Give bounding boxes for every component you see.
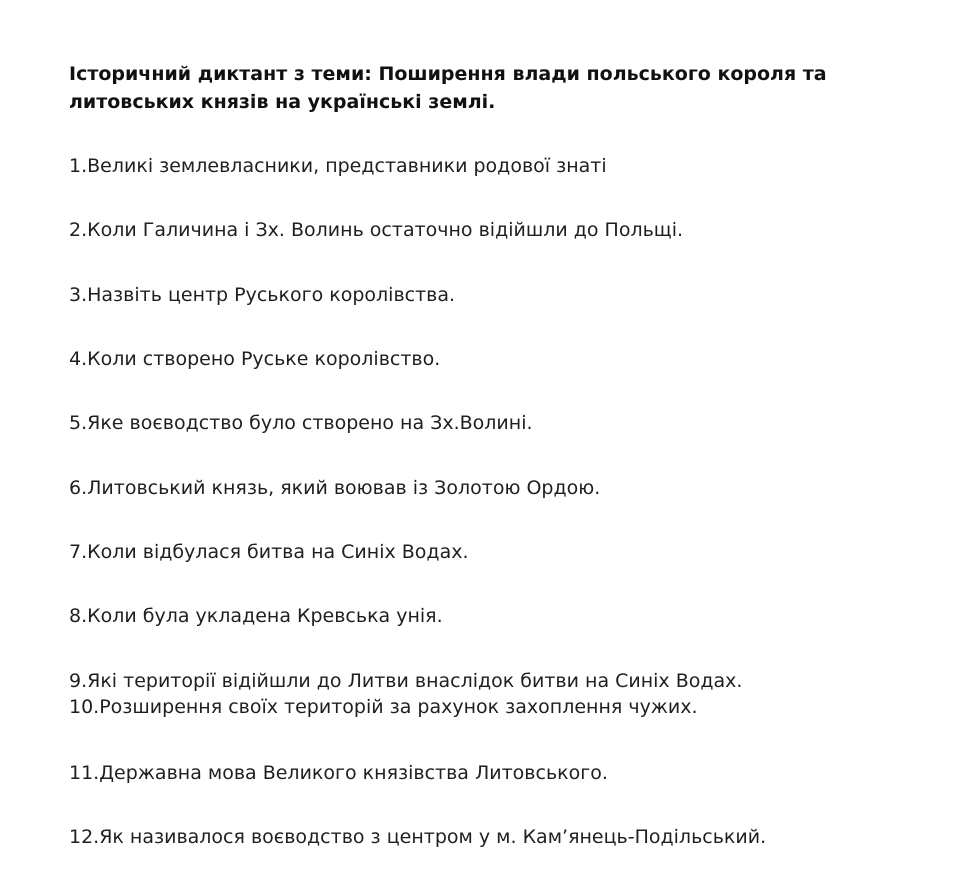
question-5: 5.Яке воєводство було створено на Зх.Волині.: [69, 412, 533, 434]
question-2: 2.Коли Галичина і Зх. Волинь остаточно відійшли до Польщі.: [69, 219, 684, 241]
question-8: 8.Коли була укладена Кревська унія.: [69, 605, 443, 627]
question-10: 10.Розширення своїх територій за рахунок захоплення чужих.: [69, 696, 698, 718]
question-6: 6.Литовський князь, який воював із Золотою Ордою.: [69, 477, 601, 499]
question-11: 11.Державна мова Великого князівства Литовського.: [69, 762, 608, 784]
question-7: 7.Коли відбулася битва на Синіх Водах.: [69, 541, 469, 563]
document-title: Історичний диктант з теми: Поширення влади польського короля та литовських князів на українські землі.: [69, 63, 827, 113]
question-9: 9.Які території відійшли до Литви внаслідок битви на Синіх Водах.: [69, 670, 743, 692]
question-12: 12.Як називалося воєводство з центром у м. Кам’янець-Подільський.: [69, 826, 767, 848]
question-3: 3.Назвіть центр Руського королівства.: [69, 284, 456, 306]
question-1: 1.Великі землевласники, представники родової знаті: [69, 155, 607, 177]
question-4: 4.Коли створено Руське королівство.: [69, 348, 441, 370]
